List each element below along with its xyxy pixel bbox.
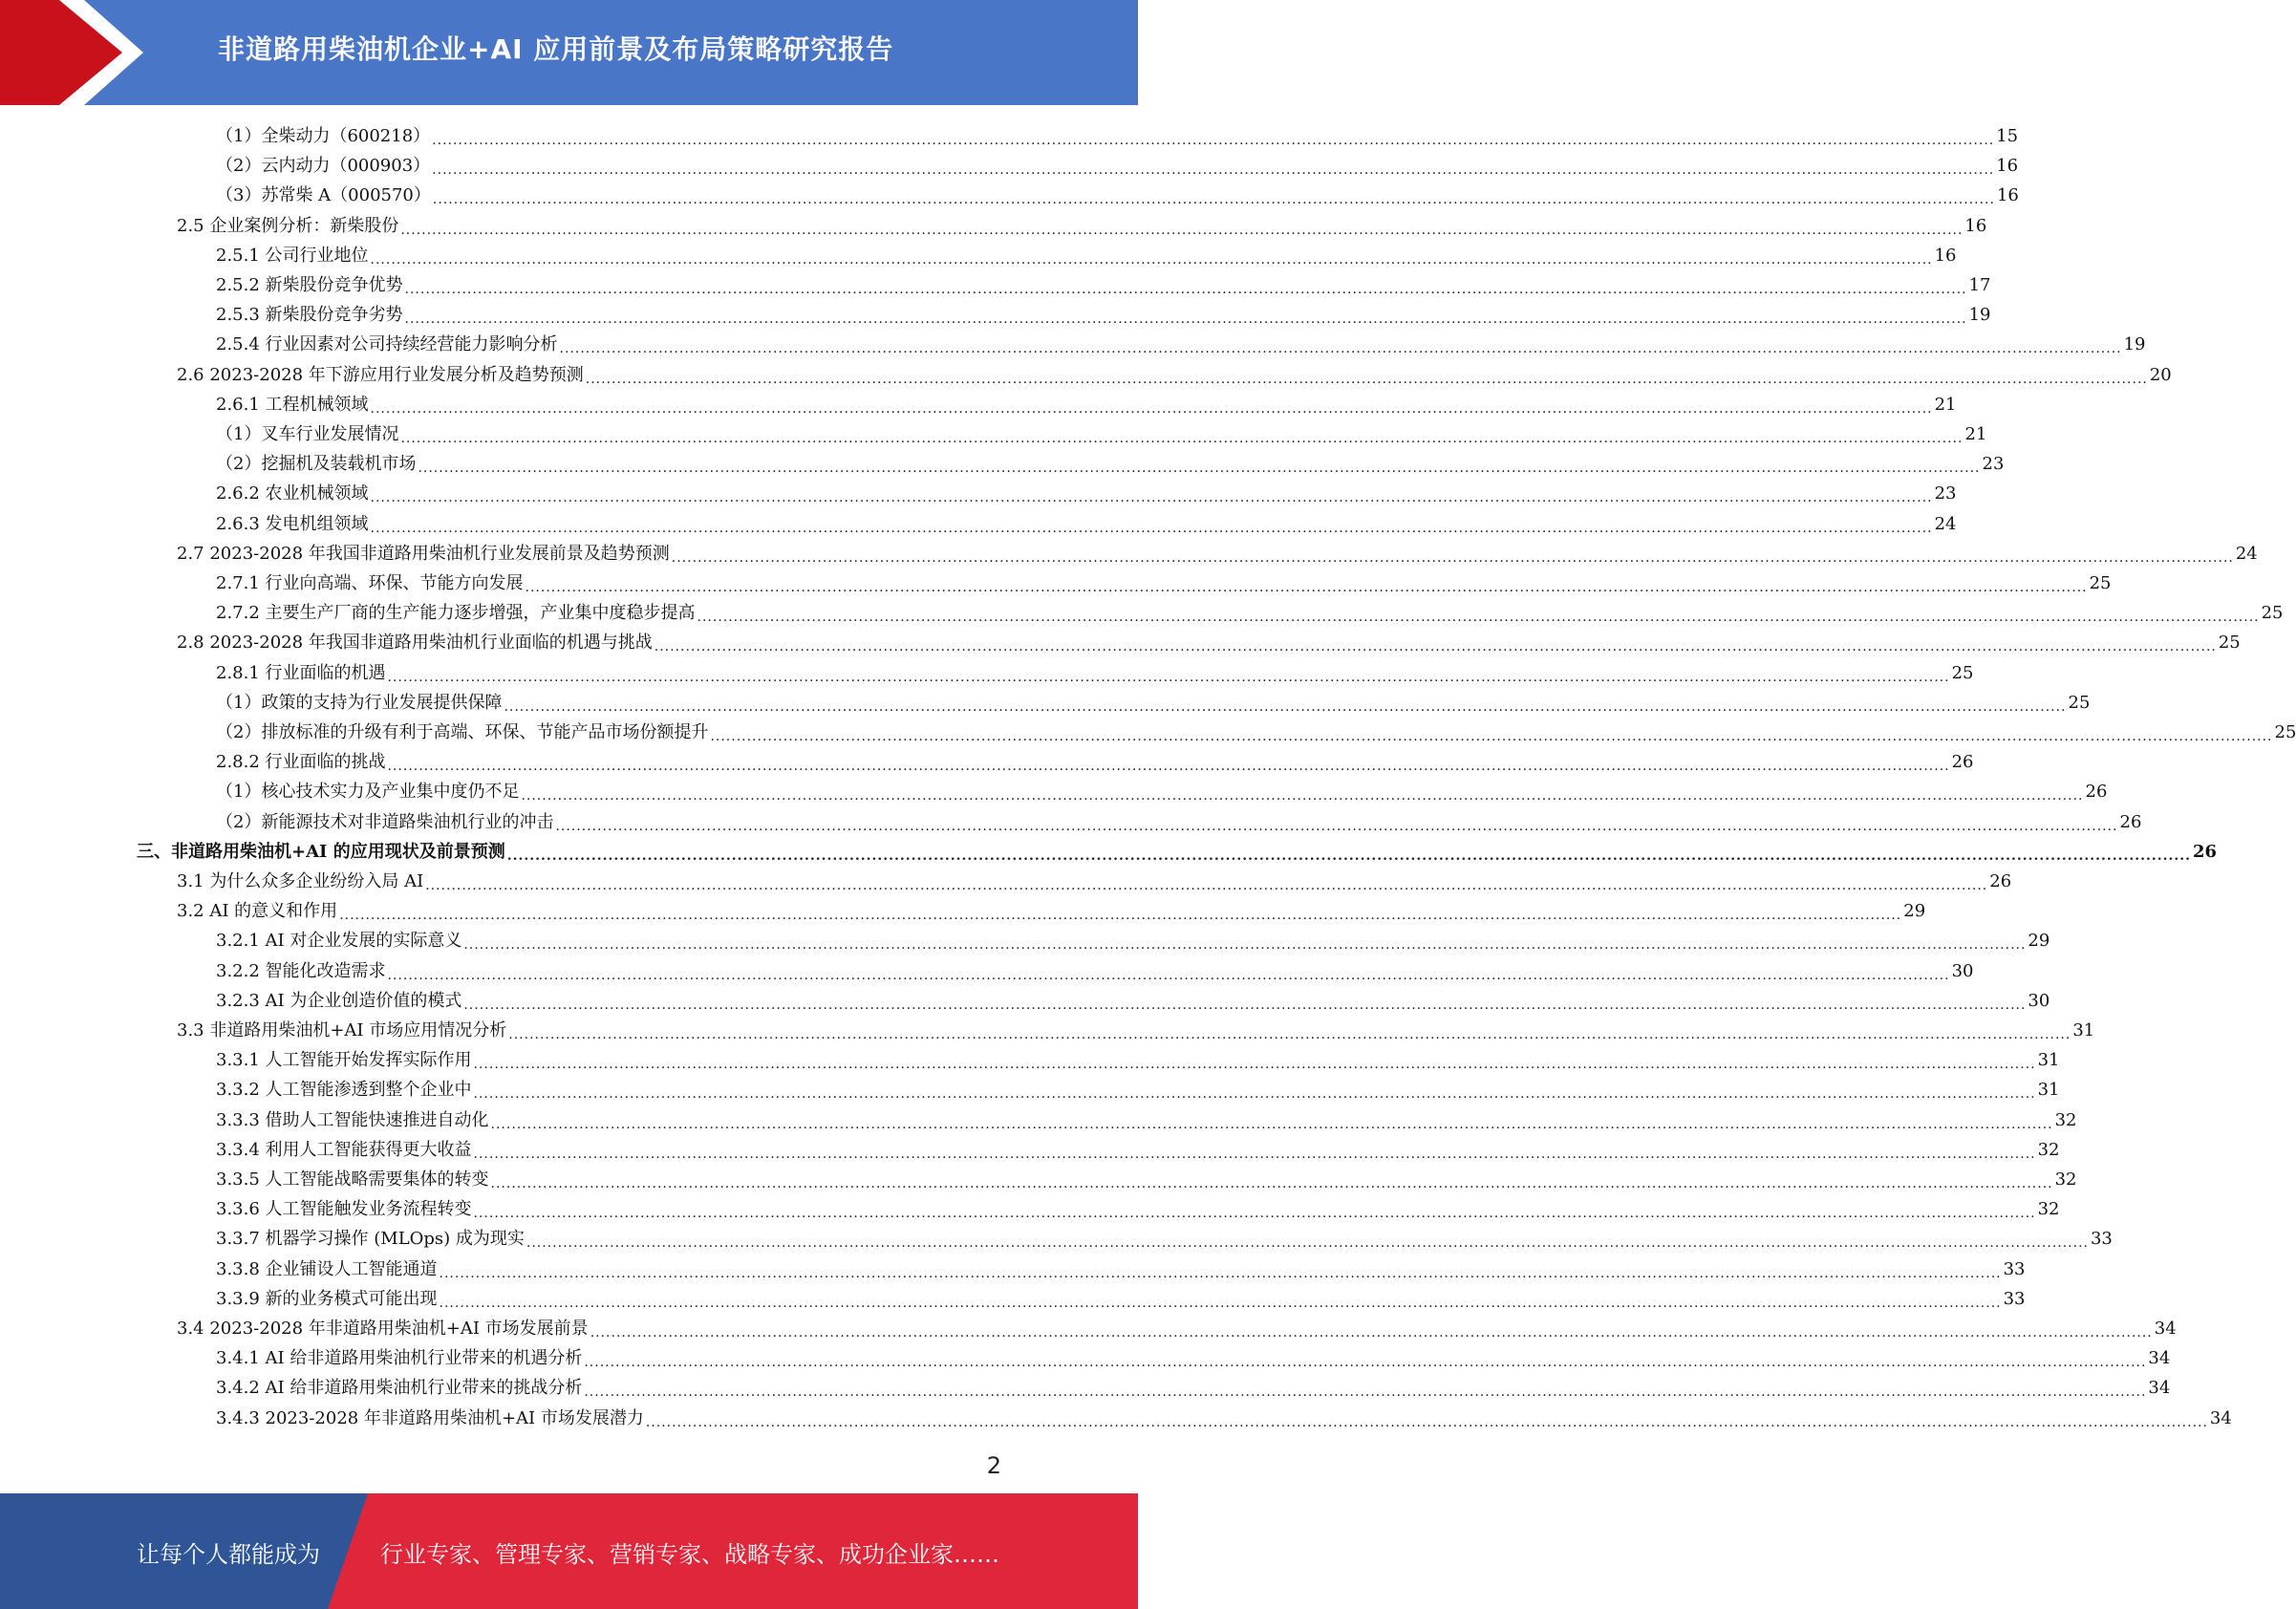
toc-entry[interactable] [216, 718, 2296, 747]
toc-entry-label: 3.3.7 机器学习操作 (MLOps) 成为现实 [216, 1229, 525, 1250]
toc-entry[interactable] [216, 777, 2108, 806]
toc-entry[interactable] [177, 1314, 2177, 1343]
toc-entry-page: 31 [2037, 1080, 2060, 1101]
toc-entry-label: 3.4.3 2023-2028 年非道路用柴油机+AI 市场发展潜力 [216, 1407, 644, 1428]
toc-dot-leader: ............................................................................................................................................................................................................................................................................................................ [339, 908, 1902, 924]
page-footer [0, 1493, 1138, 1609]
toc-entry-label: 2.7 2023-2028 年我国非道路用柴油机行业发展前景及趋势预测 [177, 543, 670, 564]
page-header [0, 0, 1138, 105]
toc-entry-label: （2）排放标准的升级有利于高端、环保、节能产品市场份额提升 [216, 722, 709, 742]
toc-dot-leader: ............................................................................................................................................................................................................................................................................................................ [439, 1265, 2002, 1281]
toc-entry[interactable] [216, 151, 2019, 181]
toc-dot-leader: ............................................................................................................................................................................................................................................................................................................ [697, 610, 2260, 626]
toc-entry-label: 2.5.3 新柴股份竞争劣势 [216, 305, 403, 326]
toc-dot-leader: ............................................................................................................................................................................................................................................................................................................ [387, 967, 1950, 983]
toc-entry[interactable] [216, 1135, 2060, 1165]
toc-entry-page: 19 [1968, 305, 1991, 326]
toc-dot-leader: ............................................................................................................................................................................................................................................................................................................ [508, 1027, 2071, 1042]
toc-entry-page: 32 [2054, 1109, 2077, 1130]
toc-entry[interactable] [216, 509, 1957, 539]
toc-entry[interactable] [216, 479, 1957, 508]
toc-dot-leader: ............................................................................................................................................................................................................................................................................................................ [490, 1176, 2053, 1191]
toc-entry[interactable] [216, 1255, 2026, 1284]
toc-dot-leader: ............................................................................................................................................................................................................................................................................................................ [370, 520, 1933, 536]
toc-dot-leader: ............................................................................................................................................................................................................................................................................................................ [432, 133, 1995, 148]
toc-entry[interactable] [216, 658, 1974, 688]
toc-dot-leader: ............................................................................................................................................................................................................................................................................................................ [671, 549, 2234, 566]
toc-entry-page: 34 [2148, 1348, 2171, 1369]
toc-entry-page: 21 [1934, 394, 1957, 415]
toc-dot-leader: ............................................................................................................................................................................................................................................................................................................ [463, 937, 2027, 954]
toc-entry[interactable] [216, 419, 1987, 449]
toc-entry-page: 24 [1934, 513, 1957, 534]
page-number: 2 [986, 1452, 1001, 1479]
toc-entry-label: 2.7.2 主要生产厂商的生产能力逐步增强，产业集中度稳步提高 [216, 603, 696, 624]
toc-entry-label: 3.4.1 AI 给非道路用柴油机行业带来的机遇分析 [216, 1348, 583, 1369]
toc-entry-label: 3.2 AI 的意义和作用 [177, 901, 338, 922]
toc-entry[interactable] [177, 867, 2012, 896]
toc-entry-label: （1）全柴动力（600218） [216, 126, 431, 146]
toc-dot-leader: ............................................................................................................................................................................................................................................................................................................ [463, 997, 2027, 1013]
toc-dot-leader: ............................................................................................................................................................................................................................................................................................................ [473, 1086, 2036, 1103]
toc-entry-label: （1）核心技术实力及产业集中度仍不足 [216, 782, 520, 803]
toc-entry-label: 2.5.4 行业因素对公司持续经营能力影响分析 [216, 334, 558, 355]
toc-entry-label: 2.6.1 工程机械领域 [216, 394, 369, 415]
toc-entry-page: 19 [2123, 334, 2146, 355]
toc-entry-label: 3.3.6 人工智能触发业务流程转变 [216, 1199, 472, 1220]
report-title: 非道路用柴油机企业+AI 应用前景及布局策略研究报告 [218, 33, 894, 65]
toc-entry-label: （2）云内动力（000903） [216, 156, 431, 177]
toc-entry-label: 3.3.8 企业铺设人工智能通道 [216, 1258, 438, 1279]
toc-entry-page: 26 [1951, 752, 1974, 773]
toc-entry-page: 32 [2037, 1139, 2060, 1160]
toc-entry[interactable] [216, 956, 1974, 986]
toc-entry-label: 2.7.1 行业向高端、环保、节能方向发展 [216, 573, 524, 593]
toc-dot-leader: ............................................................................................................................................................................................................................................................................................................ [473, 1206, 2036, 1222]
toc-entry[interactable] [216, 1165, 2077, 1194]
toc-dot-leader: ............................................................................................................................................................................................................................................................................................................ [584, 1384, 2147, 1401]
toc-entry-page: 25 [2068, 692, 2091, 713]
toc-entry[interactable] [216, 1284, 2026, 1314]
toc-entry[interactable] [216, 390, 1957, 419]
toc-entry-page: 33 [2003, 1258, 2026, 1279]
toc-entry-label: 2.5.2 新柴股份竞争优势 [216, 275, 403, 295]
toc-entry-page: 15 [1996, 126, 2019, 146]
toc-dot-leader: ............................................................................................................................................................................................................................................................................................................ [400, 222, 1963, 238]
toc-dot-leader: ............................................................................................................................................................................................................................................................................................................ [590, 1325, 2153, 1341]
toc-dot-leader: ............................................................................................................................................................................................................................................................................................................ [504, 698, 2067, 715]
toc-entry[interactable] [216, 300, 1991, 330]
toc-entry-page: 33 [2090, 1229, 2113, 1250]
toc-dot-leader: ............................................................................................................................................................................................................................................................................................................ [370, 490, 1933, 506]
toc-dot-leader: ............................................................................................................................................................................................................................................................................................................ [559, 341, 2122, 357]
toc-dot-leader: ............................................................................................................................................................................................................................................................................................................ [425, 878, 1988, 893]
toc-entry-label: 3.3.2 人工智能渗透到整个企业中 [216, 1080, 472, 1101]
toc-dot-leader: ............................................................................................................................................................................................................................................................................................................ [404, 282, 1967, 297]
toc-dot-leader: ............................................................................................................................................................................................................................................................................................................ [400, 431, 1963, 446]
toc-entry[interactable] [216, 569, 2112, 598]
toc-entry-page: 26 [2085, 782, 2108, 803]
toc-entry[interactable] [216, 688, 2091, 718]
toc-entry[interactable] [177, 539, 2258, 569]
toc-dot-leader: ............................................................................................................................................................................................................................................................................................................ [404, 311, 1967, 328]
toc-entry[interactable] [216, 986, 2050, 1016]
toc-entry[interactable] [216, 807, 2142, 837]
toc-dot-leader: ............................................................................................................................................................................................................................................................................................................ [418, 461, 1981, 477]
toc-entry-label: 三、非道路用柴油机+AI 的应用现状及前景预测 [137, 841, 505, 862]
toc-entry-label: （2）新能源技术对非道路柴油机行业的冲击 [216, 811, 554, 832]
toc-entry[interactable] [177, 628, 2241, 657]
toc-entry-page: 16 [1996, 156, 2019, 177]
toc-dot-leader: ............................................................................................................................................................................................................................................................................................................ [585, 371, 2148, 387]
toc-entry-label: 3.3 非道路用柴油机+AI 市场应用情况分析 [177, 1020, 507, 1040]
toc-dot-leader: ............................................................................................................................................................................................................................................................................................................ [506, 847, 2191, 864]
toc-dot-leader: ............................................................................................................................................................................................................................................................................................................ [526, 1235, 2089, 1252]
toc-entry-page: 20 [2149, 364, 2172, 385]
toc-entry[interactable] [216, 747, 1974, 777]
toc-entry-label: 2.6 2023-2028 年下游应用行业发展分析及趋势预测 [177, 364, 584, 385]
toc-dot-leader: ............................................................................................................................................................................................................................................................................................................ [432, 192, 1995, 208]
toc-entry-page: 30 [2028, 990, 2050, 1011]
toc-entry-page: 34 [2154, 1319, 2177, 1339]
toc-entry-page: 24 [2235, 543, 2258, 564]
toc-entry-label: （2）挖掘机及装载机市场 [216, 454, 417, 475]
toc-entry-label: 3.3.4 利用人工智能获得更大收益 [216, 1139, 472, 1160]
toc-entry-page: 29 [2028, 931, 2050, 952]
toc-entry-page: 21 [1964, 424, 1987, 444]
toc-dot-leader: ............................................................................................................................................................................................................................................................................................................ [473, 1146, 2036, 1162]
toc-entry-label: 3.4 2023-2028 年非道路用柴油机+AI 市场发展前景 [177, 1319, 589, 1339]
toc-entry-page: 25 [1951, 662, 1974, 683]
toc-entry-page: 26 [1989, 871, 2012, 891]
toc-entry[interactable] [216, 330, 2146, 359]
toc-entry-page: 34 [2148, 1378, 2171, 1399]
toc-entry[interactable] [216, 1224, 2113, 1254]
toc-entry-page: 25 [2274, 722, 2296, 742]
toc-entry-label: 2.5 企业案例分析：新柴股份 [177, 215, 399, 236]
toc-entry[interactable] [216, 270, 1991, 300]
footer-slogan-left: 让每个人都能成为 [137, 1541, 320, 1568]
toc-entry[interactable] [216, 1075, 2060, 1105]
toc-entry[interactable] [216, 1373, 2171, 1403]
toc-dot-leader: ............................................................................................................................................................................................................................................................................................................ [654, 639, 2217, 655]
toc-entry-page: 25 [2261, 603, 2284, 624]
toc-entry-label: （1）政策的支持为行业发展提供保障 [216, 692, 503, 713]
toc-entry-page: 16 [1964, 215, 1987, 236]
toc-entry-page: 23 [1934, 483, 1957, 504]
toc-dot-leader: ............................................................................................................................................................................................................................................................................................................ [439, 1295, 2002, 1311]
footer-slogan-right: 行业专家、管理专家、营销专家、战略专家、成功企业家…… [380, 1541, 999, 1568]
toc-entry[interactable] [216, 1105, 2077, 1135]
toc-entry-label: 3.4.2 AI 给非道路用柴油机行业带来的挑战分析 [216, 1378, 583, 1399]
toc-entry-label: 2.6.3 发电机组领域 [216, 513, 369, 534]
toc-entry-label: 3.1 为什么众多企业纷纷入局 AI [177, 871, 424, 891]
toc-entry-page: 32 [2054, 1169, 2077, 1190]
toc-entry[interactable] [216, 241, 1957, 270]
toc-entry-page: 17 [1968, 275, 1991, 295]
toc-entry-page: 29 [1903, 901, 1926, 922]
toc-dot-leader: ............................................................................................................................................................................................................................................................................................................ [645, 1414, 2208, 1430]
toc-entry-label: 3.3.1 人工智能开始发挥实际作用 [216, 1050, 472, 1071]
toc-entry-label: （3）苏常柴 A（000570） [216, 185, 431, 206]
toc-entry-page: 25 [2218, 633, 2241, 654]
toc-entry[interactable] [216, 1404, 2232, 1433]
toc-entry[interactable] [137, 837, 2218, 867]
toc-dot-leader: ............................................................................................................................................................................................................................................................................................................ [387, 669, 1950, 685]
toc-entry[interactable] [216, 1194, 2060, 1224]
toc-entry-page: 16 [1996, 185, 2019, 206]
toc-entry-label: 2.8.2 行业面临的挑战 [216, 752, 386, 773]
toc-entry-label: 2.8 2023-2028 年我国非道路用柴油机行业面临的机遇与挑战 [177, 633, 653, 654]
toc-entry-label: 2.8.1 行业面临的机遇 [216, 662, 386, 683]
toc-entry-page: 16 [1934, 245, 1957, 266]
toc-entry-page: 26 [2192, 841, 2218, 862]
toc-dot-leader: ............................................................................................................................................................................................................................................................................................................ [370, 400, 1933, 417]
toc-entry[interactable] [177, 211, 1987, 241]
toc-entry[interactable] [216, 926, 2050, 955]
toc-entry-page: 26 [2119, 811, 2142, 832]
toc-entry-label: （1）叉车行业发展情况 [216, 424, 399, 444]
toc-entry[interactable] [216, 449, 2005, 479]
toc-entry[interactable] [177, 896, 1926, 926]
toc-entry-label: 2.6.2 农业机械领域 [216, 483, 369, 504]
toc-entry[interactable] [177, 360, 2172, 390]
toc-dot-leader: ............................................................................................................................................................................................................................................................................................................ [490, 1116, 2053, 1132]
toc-entry[interactable] [216, 598, 2284, 628]
toc-entry-page: 32 [2037, 1199, 2060, 1220]
toc-entry-page: 31 [2037, 1050, 2060, 1071]
toc-dot-leader: ............................................................................................................................................................................................................................................................................................................ [525, 580, 2088, 595]
toc-entry-page: 30 [1951, 960, 1974, 981]
toc-entry[interactable] [216, 121, 2019, 151]
toc-entry[interactable] [216, 1343, 2171, 1373]
toc-entry[interactable] [216, 181, 2019, 210]
toc-entry[interactable] [216, 1045, 2060, 1075]
toc-entry-label: 3.2.1 AI 对企业发展的实际意义 [216, 931, 462, 952]
toc-dot-leader: ............................................................................................................................................................................................................................................................................................................ [555, 818, 2118, 834]
toc-dot-leader: ............................................................................................................................................................................................................................................................................................................ [387, 759, 1950, 775]
toc-dot-leader: ............................................................................................................................................................................................................................................................................................................ [370, 251, 1933, 268]
toc-entry[interactable] [177, 1016, 2095, 1045]
toc-entry-label: 3.2.3 AI 为企业创造价值的模式 [216, 990, 462, 1011]
toc-entry-label: 3.3.3 借助人工智能快速推进自动化 [216, 1109, 489, 1130]
toc-entry-page: 33 [2003, 1288, 2026, 1309]
toc-entry-page: 25 [2089, 573, 2112, 593]
toc-entry-page: 23 [1982, 454, 2005, 475]
toc-entry-label: 2.5.1 公司行业地位 [216, 245, 369, 266]
toc-dot-leader: ............................................................................................................................................................................................................................................................................................................ [584, 1355, 2147, 1371]
toc-dot-leader: ............................................................................................................................................................................................................................................................................................................ [521, 788, 2084, 804]
toc-entry-label: 3.3.9 新的业务模式可能出现 [216, 1288, 438, 1309]
toc-dot-leader: ............................................................................................................................................................................................................................................................................................................ [473, 1057, 2036, 1073]
toc-dot-leader: ............................................................................................................................................................................................................................................................................................................ [710, 729, 2273, 744]
toc-entry-page: 34 [2209, 1407, 2232, 1428]
toc-entry-page: 31 [2072, 1020, 2095, 1040]
toc-entry-label: 3.2.2 智能化改造需求 [216, 960, 386, 981]
toc-dot-leader: ............................................................................................................................................................................................................................................................................................................ [432, 162, 1995, 179]
toc-entry-label: 3.3.5 人工智能战略需要集体的转变 [216, 1169, 489, 1190]
